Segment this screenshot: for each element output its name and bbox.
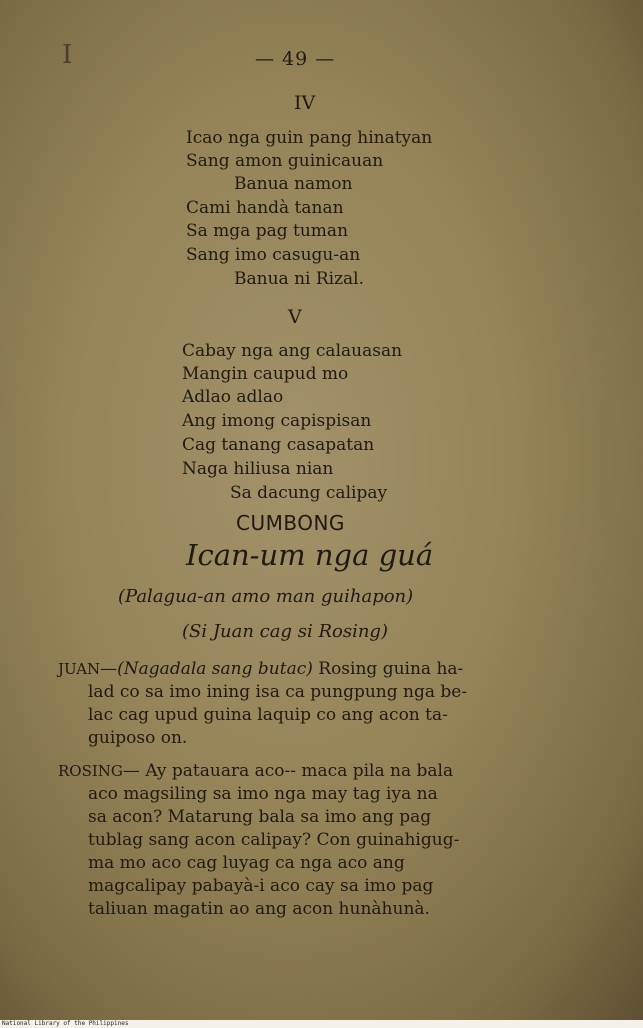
stanza-v-heading: V xyxy=(288,306,302,328)
stanza-iv-line: Banua namon xyxy=(234,174,353,194)
play-title: CUMBONG xyxy=(236,511,345,535)
dialogue-text: Ay patauara aco-- maca pila na bala xyxy=(145,761,454,781)
page-number: — 49 — xyxy=(255,48,336,70)
stage-direction: (Nagadala sang butac) xyxy=(117,659,313,679)
dialogue-line: lac cag upud guina laquip co ang acon ta- xyxy=(88,705,448,725)
dialogue-line: tublag sang acon calipay? Con guinahigug- xyxy=(88,830,460,850)
dialogue-line: magcalipay pabayà-i aco cay sa imo pag xyxy=(88,876,434,896)
stanza-iv-line: Sang imo casugu-an xyxy=(186,245,361,265)
stanza-v-line: Ang imong capispisan xyxy=(182,411,372,431)
dialogue-rosing xyxy=(58,760,548,921)
play-subtitle: Ican-um nga guá xyxy=(186,538,434,572)
dialogue-line: lad co sa imo ining isa ca pungpung nga be- xyxy=(88,682,468,702)
dialogue-line: guiposo on. xyxy=(88,728,188,748)
dialogue-line xyxy=(58,658,548,681)
stanza-iv-line: Cami handà tanan xyxy=(186,198,344,218)
stanza-v-line: Naga hiliusa nian xyxy=(182,459,334,479)
stanza-v-line: Mangin caupud mo xyxy=(182,364,349,384)
stanza-iv-heading: IV xyxy=(294,92,316,114)
speaker-separator: — xyxy=(100,659,118,679)
dialogue-text: Rosing guina ha- xyxy=(318,659,464,679)
dialogue-juan xyxy=(58,658,548,750)
stanza-iv-line: Sa mga pag tuman xyxy=(186,221,349,241)
stanza-iv-line: Icao nga guin pang hinatyan xyxy=(186,128,433,148)
stanza-iv-line: Sang amon guinicauan xyxy=(186,151,384,171)
dialogue-line xyxy=(58,760,548,783)
stanza-v-line: Sa dacung calipay xyxy=(230,483,388,503)
dialogue-line: aco magsiling sa imo nga may tag iya na xyxy=(88,784,438,804)
stanza-v-line: Cag tanang casapatan xyxy=(182,435,375,455)
dialogue-line: sa acon? Matarung bala sa imo ang pag xyxy=(88,807,432,827)
stanza-v-line: Cabay nga ang calauasan xyxy=(182,341,403,361)
dialogue-line: ma mo aco cag luyag ca nga aco ang xyxy=(88,853,405,873)
speaker-name: JUAN xyxy=(58,660,101,678)
stage-direction-setting: (Palagua-an amo man guihapon) xyxy=(118,586,414,607)
margin-mark: I xyxy=(62,40,73,70)
stanza-iv-line: Banua ni Rizal. xyxy=(234,269,365,289)
library-footer: National Library of the Philippines xyxy=(0,1020,643,1028)
speaker-name: ROSING xyxy=(58,762,123,780)
dialogue-line: taliuan magatin ao ang acon hunàhunà. xyxy=(88,899,430,919)
stage-direction-characters: (Si Juan cag si Rosing) xyxy=(182,621,388,642)
stanza-v-line: Adlao adlao xyxy=(182,387,284,407)
speaker-separator: — xyxy=(122,761,140,781)
